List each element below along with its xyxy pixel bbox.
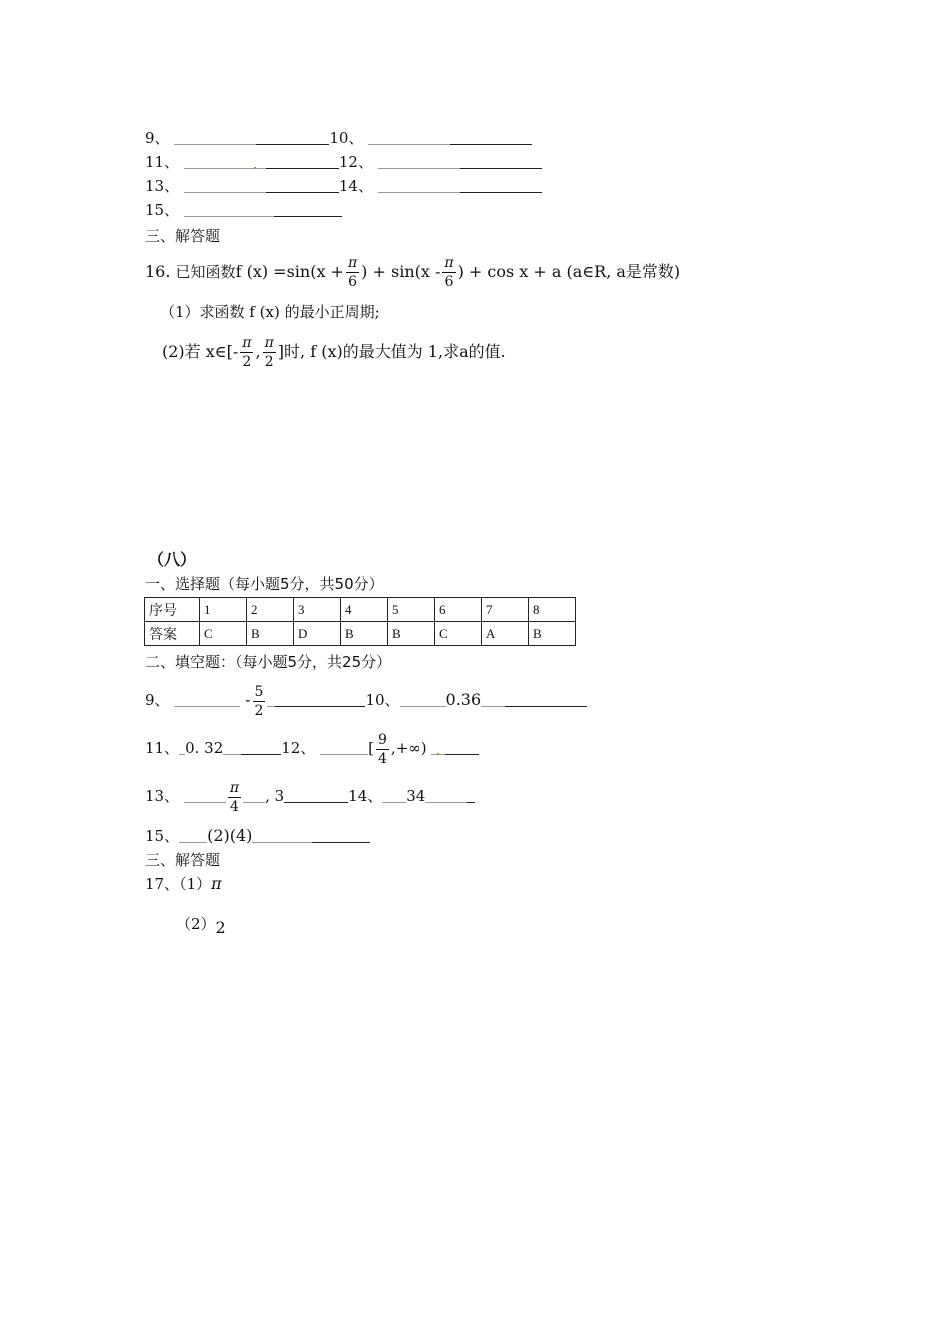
answer-blank	[184, 202, 274, 217]
answer-blank	[184, 154, 254, 169]
answer-value: 34	[406, 787, 426, 805]
answer-blank	[425, 788, 467, 803]
answer-value: 2	[215, 918, 226, 937]
table-cell: D	[294, 622, 341, 646]
question-number: 11、	[145, 739, 180, 757]
question-number: 14、	[338, 177, 373, 195]
answer-blank	[184, 178, 266, 193]
answer-blank	[179, 828, 207, 843]
question-16-part-2: (2)若 x∈[- $\frac{\pi}{2}$ , $\frac{\pi}{2}$ ]时, f (x)的最大值为 1,求a的值.	[162, 335, 506, 370]
part-label: （1）	[179, 875, 212, 893]
answer-blank	[378, 178, 460, 193]
answer-blank	[266, 154, 339, 169]
choice-heading: 一、选择题（每小题5分，共50分）	[145, 575, 384, 593]
answer-blank	[400, 692, 446, 707]
answer-blank	[174, 130, 256, 145]
answer-blank	[467, 788, 475, 803]
answer-value: 0.36	[445, 690, 482, 709]
answer-table	[144, 597, 576, 646]
answer-line-17-part-1	[145, 874, 222, 894]
table-cell: 1	[200, 598, 247, 622]
fraction-pi-2: $\frac{\pi}{2}$	[264, 335, 274, 370]
answer-blank	[266, 178, 339, 193]
answer-blank	[382, 788, 406, 803]
table-cell: 8	[529, 598, 576, 622]
fraction-pi-2: $\frac{\pi}{2}$	[242, 335, 252, 370]
question-prefix: 已知函数	[175, 263, 236, 281]
fraction-5-2: $\frac{5}{2}$	[254, 683, 264, 719]
blank-line-13-14	[145, 176, 542, 196]
blank-line-9-10	[145, 128, 532, 148]
blank-line-15	[145, 200, 342, 220]
answer-blank	[223, 740, 241, 755]
table-cell: B	[341, 622, 388, 646]
table-cell: 2	[247, 598, 294, 622]
function-expression: ) + sin(x -	[361, 262, 441, 281]
answer-value: -	[245, 690, 251, 709]
question-number: 9、	[145, 691, 170, 709]
answer-blank	[450, 130, 532, 145]
answer-blank	[378, 154, 460, 169]
answer-blank	[505, 692, 587, 707]
table-cell: 7	[482, 598, 529, 622]
question-number: 12、	[281, 739, 316, 757]
question-number: 15、	[145, 201, 180, 219]
question-number: 13、	[145, 177, 180, 195]
section-title: （八）	[148, 550, 197, 569]
answer-value: ,+∞)	[390, 739, 427, 757]
table-cell: A	[482, 622, 529, 646]
answer-value: π	[211, 874, 222, 893]
answer-blank	[481, 692, 505, 707]
question-number: 14、	[348, 787, 383, 805]
answer-value: [	[368, 739, 374, 757]
fraction-pi-6: $\frac{\pi}{6}$	[444, 255, 454, 290]
table-cell: 5	[388, 598, 435, 622]
fraction-pi-6: $\frac{\pi}{6}$	[347, 255, 358, 290]
solve-heading: 三、解答题	[145, 851, 221, 869]
answer-line-13-14	[145, 776, 475, 816]
question-number: 11、	[145, 153, 180, 171]
answer-line-15	[145, 826, 370, 846]
answer-blank	[252, 828, 312, 843]
answer-blank	[284, 788, 348, 803]
function-expression: f (x) =sin(x +	[235, 262, 344, 281]
table-cell: B	[388, 622, 435, 646]
question-16-part-1: （1）求函数 f (x) 的最小正周期;	[160, 303, 380, 321]
answer-value: (2)(4)	[207, 826, 253, 845]
answer-line-9-10	[145, 680, 587, 720]
table-row	[145, 622, 576, 646]
answer-blank	[274, 202, 342, 217]
table-header-cell: 答案	[145, 622, 200, 646]
fraction-pi-4: $\frac{\pi}{4}$	[229, 779, 240, 815]
answer-line-17-part-2	[176, 914, 226, 937]
answer-line-11-12	[145, 728, 479, 768]
answer-blank	[243, 788, 265, 803]
table-cell: C	[200, 622, 247, 646]
table-cell: 4	[341, 598, 388, 622]
table-row	[145, 598, 576, 622]
answer-blank	[184, 788, 226, 803]
fraction-9-4: $\frac{9}{4}$	[378, 731, 387, 767]
table-cell: B	[529, 622, 576, 646]
question-number: 13、	[145, 787, 180, 805]
question-number: 10、	[365, 691, 400, 709]
table-cell: B	[247, 622, 294, 646]
answer-blank	[256, 154, 266, 169]
answer-blank	[312, 828, 370, 843]
answer-value: 0. 32	[185, 739, 224, 757]
answer-blank	[256, 130, 329, 145]
fill-heading: 二、填空题：（每小题5分，共25分）	[145, 653, 392, 671]
answer-blank	[174, 692, 240, 707]
answer-value: , 3	[265, 787, 285, 805]
question-number: 10、	[329, 129, 364, 147]
table-header-cell: 序号	[145, 598, 200, 622]
answer-blank	[275, 692, 365, 707]
answer-blank	[267, 692, 275, 707]
blank-line-11-12	[145, 152, 542, 172]
table-cell: 3	[294, 598, 341, 622]
section-heading: 三、解答题	[145, 227, 221, 245]
table-cell: C	[435, 622, 482, 646]
answer-blank	[241, 740, 281, 755]
answer-blank	[445, 740, 479, 755]
answer-blank	[368, 130, 450, 145]
question-16	[145, 252, 680, 292]
question-number: 16.	[145, 262, 171, 281]
part-label: （2）	[176, 915, 216, 933]
function-expression: ) + cos x + a (a∈R, a是常数)	[457, 262, 681, 281]
question-number: 17、	[145, 875, 180, 893]
answer-blank	[320, 740, 368, 755]
question-number: 15、	[145, 827, 180, 845]
table-cell: 6	[435, 598, 482, 622]
answer-blank	[460, 178, 542, 193]
answer-blank	[460, 154, 542, 169]
question-number: 12、	[338, 153, 373, 171]
question-number: 9、	[145, 129, 170, 147]
